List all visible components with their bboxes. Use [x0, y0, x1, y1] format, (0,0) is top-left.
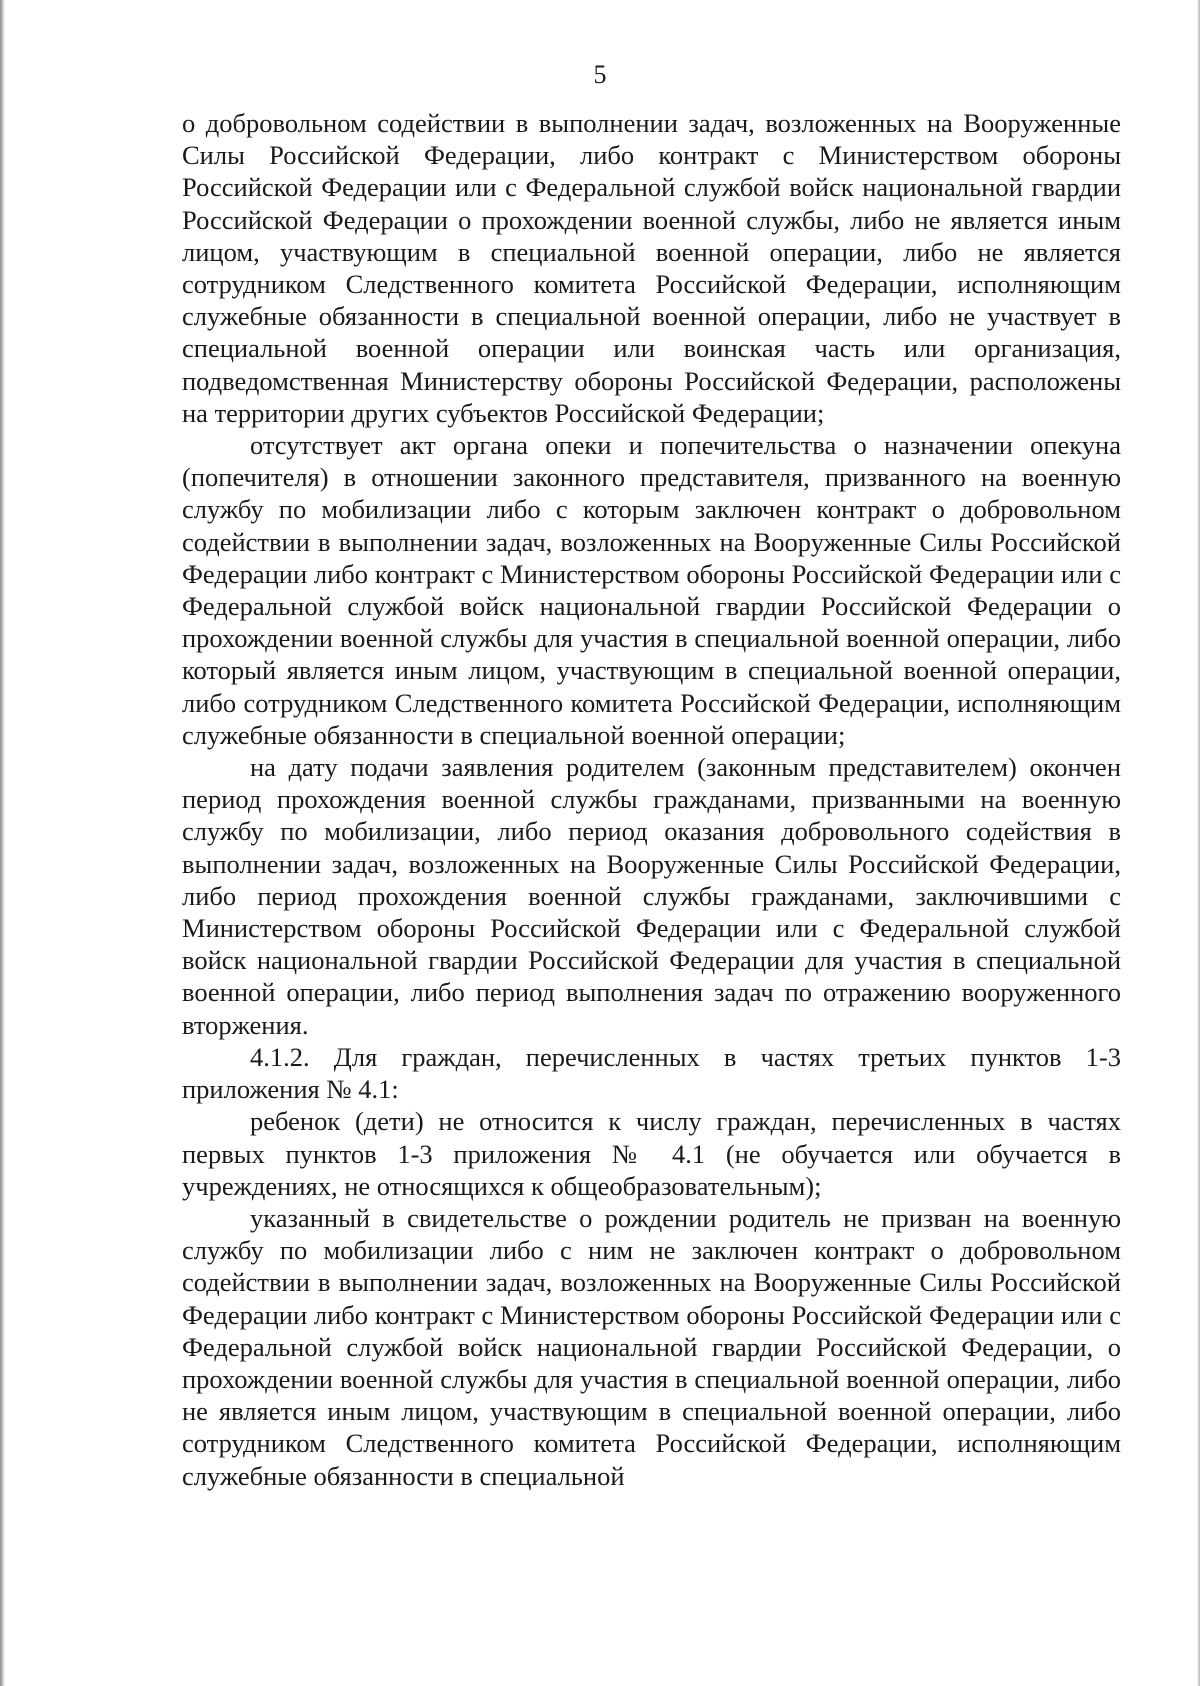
paragraph-parent-not-drafted: указанный в свидетельстве о рождении родитель не призван на военную службу по мобилизации либо с ним не заключен контракт о добровольном содействии в выполнении задач, возложенных на Вооруженные Силы Российской Федерации либо контракт с Министерством обороны Российской Федерации или с Федеральной службой войск национальной гвардии Российской Федерации, о прохождении военной службы для участия в специальной военной операции, либо не является иным лицом, участвующим в специальной военной операции, либо сотрудником Следственного комитета Российской Федерации, исполняющим служебные обязанности в специальной [182, 1202, 1121, 1491]
paragraph-guardianship-act: отсутствует акт органа опеки и попечительства о назначении опекуна (попечителя) в отношении законного представителя, призванного на военную службу по мобилизации либо с которым заключен контракт о добровольном содействии в выполнении задач, возложенных на Вооруженные Силы Российской Федерации либо контракт с Министерством обороны Российской Федерации или с Федеральной службой войск национальной гвардии Российской Федерации о прохождении военной службы для участия в специальной военной операции, либо который является иным лицом, участвующим в специальной военной операции, либо сотрудником Следственного комитета Российской Федерации, исполняющим служебные обязанности в специальной военной операции; [182, 430, 1121, 750]
page-number: 5 [593, 60, 607, 89]
paragraph-service-period-ended: на дату подачи заявления родителем (законным представителем) окончен период прохождения военной службы гражданами, призванными на военную службу по мобилизации, либо период оказания добровольного содействия в выполнении задач, возложенных на Вооруженные Силы Российской Федерации, либо период прохождения военной службы гражданами, заключившими с Министерством обороны Российской Федерации или с Федеральной службой войск национальной гвардии Российской Федерации для участия в специальной военной операции, либо период выполнения задач по отражению вооруженного вторжения. [182, 752, 1121, 1040]
paragraph-continuation: о добровольном содействии в выполнении задач, возложенных на Вооруженные Силы Российской Федерации, либо контракт с Министерством обороны Российской Федерации или с Федеральной службой войск национальной гвардии Российской Федерации о прохождении военной службы, либо не является иным лицом, участвующим в специальной военной операции, либо не является сотрудником Следственного комитета Российской Федерации, исполняющим служебные обязанности в специальной военной операции, либо не участвует в специальной военной операции или воинская часть или организация, подведомственная Министерству обороны Российской Федерации, расположены на территории других субъектов Российской Федерации; [182, 108, 1121, 428]
paragraph-section-4-1-2: 4.1.2. Для граждан, перечисленных в частях третьих пунктов 1-3 приложения № 4.1: [182, 1041, 1121, 1105]
paragraph-child-not-listed: ребенок (дети) не относится к числу граждан, перечисленных в частях первых пунктов 1-3 приложения № 4.1 (не обучается или обучается в учреждениях, не относящихся к общеобразовательным); [182, 1106, 1121, 1201]
document-body [182, 107, 1121, 1492]
scan-edge-left [0, 0, 5, 1686]
